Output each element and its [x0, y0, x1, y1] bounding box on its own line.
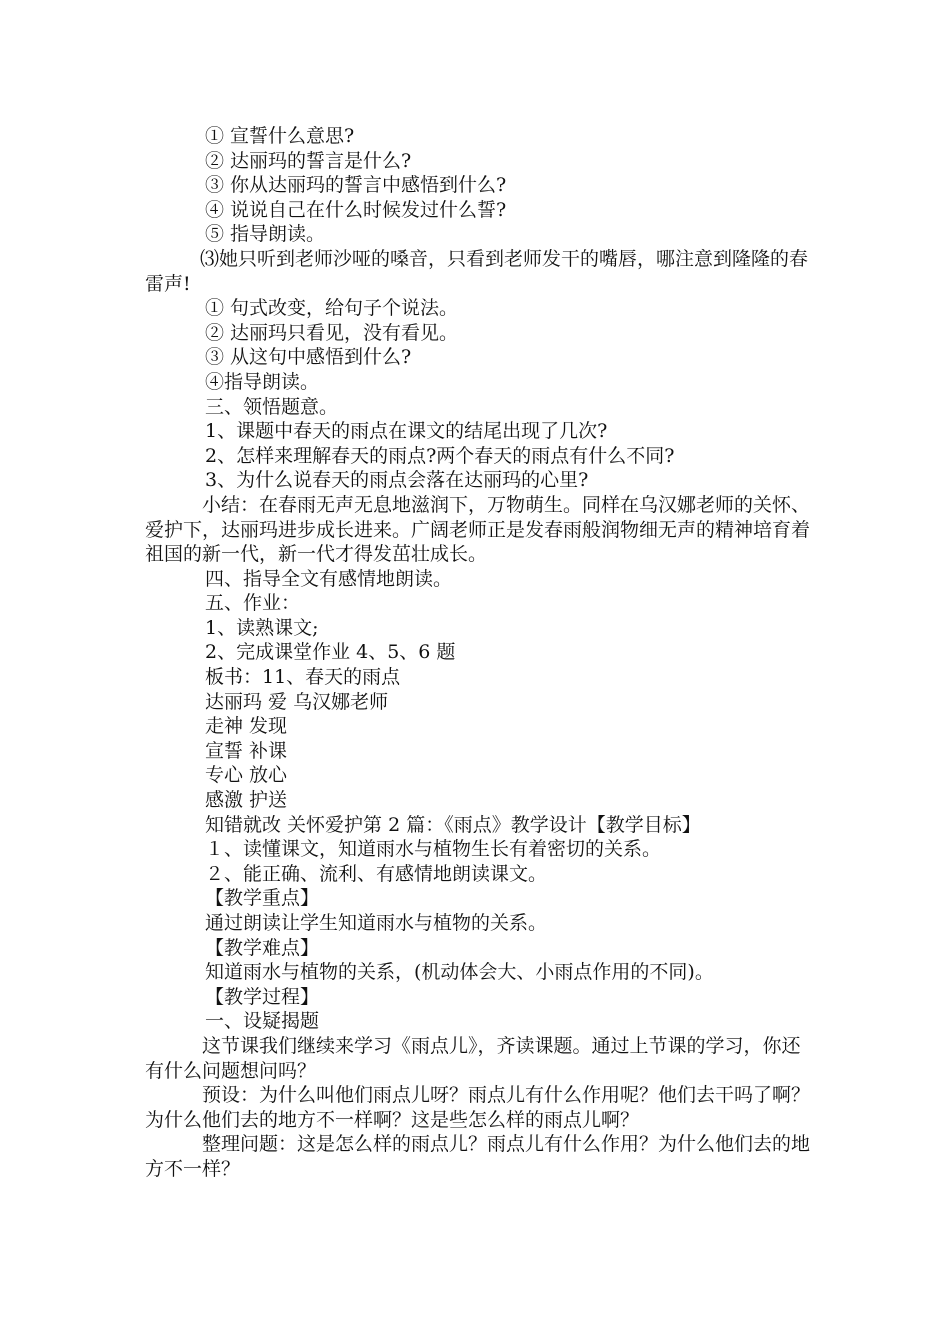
section-heading: 【教学过程】 [205, 985, 320, 1008]
text-line: ③ 你从达丽玛的誓言中感悟到什么? [205, 174, 507, 197]
text-line: ④指导朗读。 [205, 370, 320, 393]
document-body [145, 124, 810, 1182]
section-heading: 三、领悟题意。 [205, 395, 339, 418]
text-paragraph: 小结：在春雨无声无息地滋润下，万物萌生。同样在乌汉娜老师的关怀、 爱护下，达丽玛进步成长进来。广阔老师正是发春雨般润物细无声的精神培育着祖国的新一代，新一代才得发茁壮成长。 [145, 493, 811, 566]
text-line: ② 达丽玛只看见，没有看见。 [205, 321, 459, 344]
section-heading: 【教学难点】 [205, 936, 320, 959]
section-heading: 四、指导全文有感情地朗读。 [205, 567, 453, 590]
text-line: ２、能正确、流利、有感情地朗读课文。 [205, 862, 548, 885]
text-line: 感激 护送 [205, 789, 288, 812]
text-line: 宣誓 补课 [205, 739, 288, 762]
section-heading: 五、作业： [205, 592, 301, 615]
text-paragraph: 预设：为什么叫他们雨点儿呀？雨点儿有什么作用呢？他们去干吗了啊？为什么他们去的地方不一样啊？这是些怎么样的雨点儿啊？ [145, 1084, 811, 1131]
text-line: 专心 放心 [205, 764, 288, 787]
text-line: 知错就改 关怀爱护第 2 篇：《雨点》教学设计【教学目标】 [205, 813, 701, 836]
text-line: 走神 发现 [205, 715, 288, 738]
text-line: ③ 从这句中感悟到什么? [205, 346, 412, 369]
text-line: 知道雨水与植物的关系，(机动体会大、小雨点作用的不同)。 [205, 961, 714, 984]
text-line: 达丽玛 爱 乌汉娜老师 [205, 690, 389, 713]
text-line: ⑤ 指导朗读。 [205, 223, 326, 246]
text-line: ② 达丽玛的誓言是什么? [205, 149, 412, 172]
text-line: 2、怎样来理解春天的雨点?两个春天的雨点有什么不同? [205, 444, 675, 467]
text-line: ① 宣誓什么意思? [205, 125, 355, 147]
text-line: ④ 说说自己在什么时候发过什么誓? [205, 198, 507, 221]
text-line: 1、读熟课文; [205, 616, 319, 639]
text-line: １、读懂课文，知道雨水与植物生长有着密切的关系。 [205, 838, 662, 861]
section-heading: 一、设疑揭题 [205, 1010, 320, 1033]
text-line: 2、完成课堂作业 4、5、6 题 [205, 641, 456, 664]
text-paragraph: ⑶她只听到老师沙哑的嗓音，只看到老师发干的嘴唇，哪注意到隆隆的春雷声! [145, 247, 809, 295]
text-paragraph: 整理问题：这是怎么样的雨点儿？雨点儿有什么作用？为什么他们去的地方不一样？ [145, 1133, 811, 1180]
section-heading: 【教学重点】 [205, 887, 320, 910]
text-line: 板书：11、春天的雨点 [205, 666, 401, 689]
text-paragraph: 这节课我们继续来学习《雨点儿》，齐读课题。通过上节课的学习，你还有什么问题想问吗？ [145, 1034, 801, 1082]
text-line: 3、为什么说春天的雨点会落在达丽玛的心里? [205, 469, 589, 492]
text-line: 通过朗读让学生知道雨水与植物的关系。 [205, 912, 548, 934]
text-line: 1、课题中春天的雨点在课文的结尾出现了几次? [205, 420, 608, 443]
text-line: ① 句式改变，给句子个说法。 [205, 297, 459, 320]
